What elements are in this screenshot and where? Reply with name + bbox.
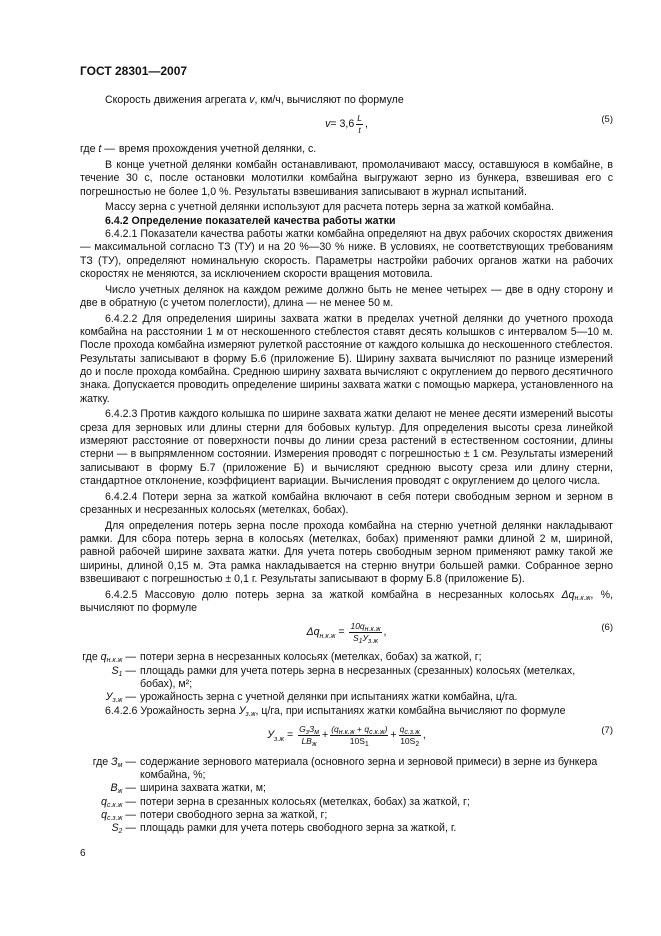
numerator: З (308, 724, 315, 735)
subscript: с.к.ж (106, 801, 123, 809)
where-item: где $З_м$ — содержание зернового материала (основного зерна и зерновой примеси) в зерне из бункера комбайна, %; (80, 756, 613, 783)
where-item: $S_1$ — площадь рамки для учета потерь зерна в несрезанных (срезанных) колосьях (метелках, бобах), м²; (80, 665, 613, 692)
denominator: LB (301, 736, 312, 747)
formula-lhs: v (325, 117, 331, 130)
subscript: 2 (415, 741, 420, 749)
where-text: содержание зернового материала (основного зерна и зерновой примеси) в зерне из бункера комбайна, %; (140, 755, 598, 782)
numerator: L (357, 112, 362, 123)
text: 6.4.2.5 Массовую долю потерь зерна за жаткой комбайна в несрезанных колосьях (105, 588, 562, 601)
where-item: $У_{з.ж}$ — урожайность зерна с учетной делянки при испытаниях жатки комбайна, ц/га. (80, 691, 613, 704)
formula-number: (6) (601, 622, 613, 634)
numerator: G (299, 724, 306, 735)
paragraph-6-4-2-5 (80, 589, 613, 616)
plus: + (354, 724, 365, 735)
numerator: (q (331, 724, 339, 735)
subscript: н.к.ж (106, 657, 123, 665)
subscript: м (314, 729, 320, 737)
subscript: з.ж (368, 637, 379, 645)
where-text: потери зерна в срезанных колосьях (метелках, бобах) за жаткой, г; (140, 795, 470, 808)
numerator: q (364, 724, 370, 735)
where-list-7 (80, 756, 613, 836)
formula-number: (7) (601, 724, 613, 736)
subscript: с.з.ж (404, 729, 420, 737)
section-heading: 6.4.2 Определение показателей качества работы жатки (105, 214, 396, 227)
paragraph: В конце учетной делянки комбайн останавливают, промолачивают массу, оставшуюся в комбайне, в течение 30 с, после остановки молотилки комбайна выгружают зерно из бункера, взвешивая его с погрешностью не более 1,0 %. Результаты взвешивания записывают в журнал испытаний. (80, 159, 613, 198)
formula-lhs: У (267, 729, 274, 742)
symbol: Δq (561, 588, 575, 601)
formula-7: У $_{з.ж}$ = $\frac{G_зЗ_м}{LB_ж}$ + $\frac{(q_{н.к.ж} + q_{с.к.ж})}{10S_1}$ + $\frac{q_{с.з.ж}}{10S_2}$ , (7) (267, 724, 613, 749)
subscript: ж (117, 788, 123, 796)
symbol: У (105, 691, 113, 704)
where-text: урожайность зерна с учетной делянки при испытаниях жатки комбайна, ц/га. (140, 691, 518, 704)
numerator: q (399, 724, 405, 735)
where-text: площадь рамки для учета потерь зерна в несрезанных (срезанных) колосьях (метелках, бобах), м²; (140, 664, 576, 690)
subscript: н.к.ж (338, 729, 355, 737)
formula-tail: , (364, 117, 368, 130)
text: , %, вычисляют по формуле (80, 588, 614, 615)
paragraph-6-4-2-6 (80, 705, 613, 718)
subscript: з.ж (112, 697, 123, 705)
denominator: S (352, 632, 359, 643)
symbol: q (100, 651, 107, 664)
page-number: 6 (80, 848, 86, 859)
fraction (399, 724, 421, 747)
subscript: 2 (118, 828, 123, 836)
document-body (80, 94, 613, 836)
denominator: 10S (349, 736, 365, 747)
formula-6: Δq $_{н.к.ж}$ = $\frac{10q_{н.к.ж}}{S_1У_{з.ж}}$ , (6) (306, 620, 613, 645)
where-item: $q_{с.к.ж}$ — потери зерна в срезанных колосьях (метелках, бобах) за жаткой, г; (80, 796, 613, 809)
where-list-6 (80, 651, 613, 704)
symbol: t (98, 143, 102, 156)
fraction (349, 621, 381, 644)
subscript: н.к.ж (364, 625, 381, 633)
subscript: з.ж (245, 710, 256, 718)
dash: — (101, 143, 115, 156)
symbol: У (238, 704, 246, 717)
where-lead: где (80, 143, 99, 156)
document-header: ГОСТ 28301—2007 (80, 64, 188, 78)
where-item: $B_ж$ — ширина захвата жатки, м; (80, 782, 613, 795)
subscript: с.з.ж (106, 815, 123, 823)
symbol: З (111, 755, 118, 768)
text: Скорость движения агрегата (105, 94, 250, 106)
formula-coef: = 3,6 (330, 117, 355, 130)
denominator: t (358, 124, 361, 135)
symbol: q (101, 795, 107, 808)
subscript: 1 (364, 741, 369, 749)
symbol: v (249, 94, 255, 106)
paragraph-speed (80, 94, 613, 107)
symbol: B (110, 782, 118, 795)
paragraph: Массу зерна с учетной делянки используют для расчета потерь зерна за жаткой комбайна. (105, 201, 554, 214)
where-item (80, 143, 613, 156)
symbol: S (111, 664, 119, 677)
fraction (330, 724, 388, 747)
formula-tail: , (383, 625, 387, 638)
formula-number: (5) (601, 114, 613, 126)
subscript: м (117, 761, 123, 769)
denominator: У (362, 632, 368, 643)
paragraph: 6.4.2.2 Для определения ширины захвата жатки в пределах учетной делянки до учетного прохода комбайна на расстоянии 1 м от нескошенного стеблестоя ставят десять колышков с интервалом 5—10 м. После прохода комбайна измеряют рулеткой расстояние от каждого колышка до нескошенного стеблестоя. Результаты записывают в форму Б.6 (приложение Б). Ширину захвата вычисляют по разнице измерений до и после прохода комбайна. Среднюю ширину захвата вычисляют с округлением до первого десятичного знака. Допускается проводить определение ширины захвата жатки с помощью маркера, установленного на жатку. (80, 312, 613, 405)
where-text: потери свободного зерна за жаткой, г; (140, 809, 328, 822)
symbol: q (101, 809, 107, 822)
subscript: з (305, 729, 309, 737)
formula-tail: , (422, 729, 426, 742)
fraction (356, 113, 363, 136)
where-item: $q_{с.з.ж}$ — потери свободного зерна за жаткой, г; (80, 809, 613, 822)
subscript: н.к.ж (319, 632, 336, 640)
where-lead: где (82, 651, 101, 664)
subscript: з.ж (274, 736, 285, 744)
where-text: потери зерна в несрезанных колосьях (метелках, бобах) за жаткой, г; (140, 651, 482, 664)
where-item: $S_2$ — площадь рамки для учета потерь свободного зерна за жаткой, г. (80, 822, 613, 835)
subscript: 1 (358, 637, 363, 645)
numerator: 10q (350, 620, 365, 631)
subscript: н.к.ж (574, 594, 591, 602)
where-lead: где (92, 755, 112, 768)
formula-5 (80, 107, 613, 141)
paragraph: Число учетных делянок на каждом режиме должно быть не менее четырех — две в одну сторону и две в обратную (с учетом полеглости), длина — не менее 50 м. (80, 283, 613, 310)
denominator: 10S (400, 736, 416, 747)
fraction (298, 724, 320, 747)
formula-lhs: Δq (306, 625, 320, 638)
where-text: площадь рамки для учета потерь свободного зерна за жаткой, г. (140, 822, 457, 835)
subscript: 1 (118, 670, 123, 678)
where-item: где $q_{н.к.ж}$ — потери зерна в несрезанных колосьях (метелках, бобах) за жаткой, г; (80, 651, 613, 664)
paragraph: 6.4.2.4 Потери зерна за жаткой комбайна включают в себя потери свободным зерном и зерном в срезанных и несрезанных колосьях (метелках, бобах). (80, 490, 613, 517)
paragraph: Для определения потерь зерна после прохода комбайна на стерню учетной делянки накладывают рамки. Для сбора потерь зерна в колосьях (метелках, бобах) применяют рамки длиной 2 м, шириной, равной рабочей ширине захвата жатки. Для учета потерь свободным зерном применяют рамку такой же ширины, длиной 0,15 м. Эта рамка накладывается на стерню внутри большей рамки. Собранное зерно взвешивают с погрешностью ± 0,1 г. Результаты записывают в форму Б.8 (приложение Б). (80, 519, 613, 585)
text: 6.4.2.6 Урожайность зерна (105, 704, 239, 717)
where-text: время прохождения учетной делянки, с. (118, 143, 317, 156)
text: , ц/га, при испытаниях жатки комбайна вычисляют по формуле (255, 704, 566, 717)
paragraph: 6.4.2.1 Показатели качества работы жатки комбайна определяют на двух рабочих скоростях движения — максимальной согласно ТЗ (ТУ) и на 20 %—30 % ниже. В условиях, не соответствующих требованиям ТЗ (ТУ), определяют номинальную скорость. Параметры настройки рабочих органов жатки на рабочих скоростях не меняются, за исключением скорости вращения мотовила. (80, 228, 613, 280)
text: , км/ч, вычисляют по формуле (254, 94, 404, 106)
subscript: ж (311, 741, 317, 749)
paragraph: 6.4.2.3 Против каждого колышка по ширине захвата жатки делают не менее десяти измерений высоты среза для зерновых или длины стерни для бобовых культур. Для определения высоты среза линейкой измеряют расстояние от поверхности почвы до линии среза растений в естественном состоянии, длины стерни — в выпрямленном состоянии. Измерения проводят с погрешностью ± 1 см. Результаты измерений записывают в форму Б.7 (приложение Б) и вычисляют среднюю высоту среза или длину стерни, стандартное отклонение, коэффициент вариации. Вычисления проводят с округлением до целого числа. (80, 408, 613, 487)
subscript: с.к.ж (369, 729, 385, 737)
where-text: ширина захвата жатки, м; (140, 782, 266, 795)
paren: ) (384, 724, 388, 735)
symbol: S (111, 822, 119, 835)
